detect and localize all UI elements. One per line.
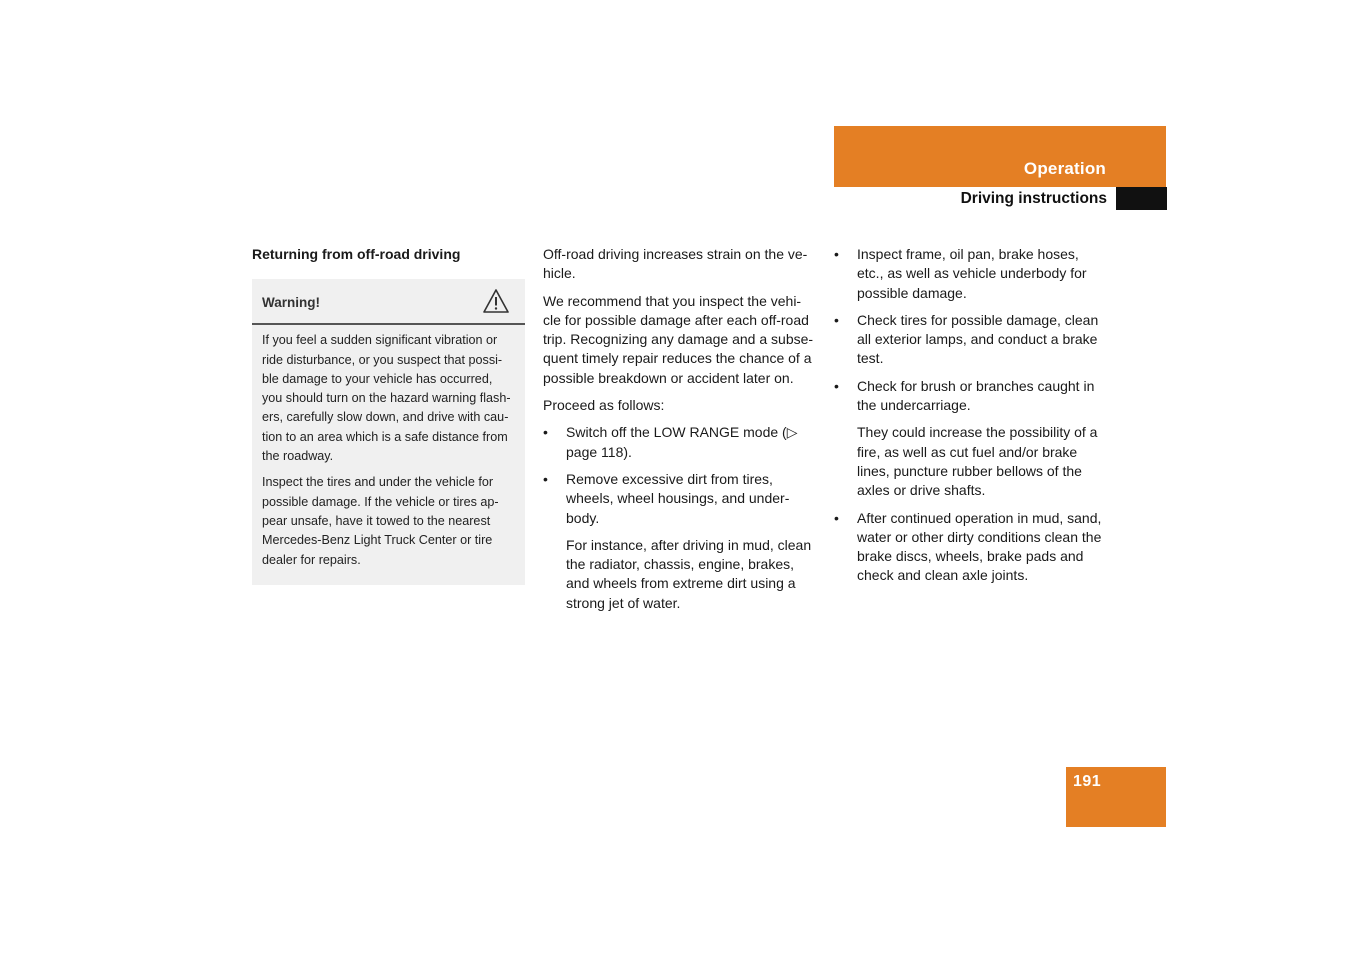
list-item: [543, 470, 819, 613]
warning-box: [252, 279, 525, 585]
list-item-text: Remove excessive dirt from tires, wheels, wheel housings, and under- body.: [566, 470, 790, 526]
bullet: •: [834, 311, 839, 328]
page-number-box: [1066, 767, 1166, 827]
list-item: [834, 245, 1106, 303]
body-paragraph: Off-road driving increases strain on the ve- hicle.: [543, 246, 808, 282]
warning-triangle-icon: [482, 288, 510, 314]
warning-paragraph: Inspect the tires and under the vehicle for possible damage. If the vehicle or tires ap- pear unsafe, have it towed to the nearest Mercedes-Benz Light Truck Center or tire dealer for repairs.: [262, 475, 499, 567]
section-title: Operation: [1023, 159, 1106, 178]
list-item-text: Check tires for possible damage, clean all exterior lamps, and conduct a brake test.: [857, 311, 1099, 367]
bullet: •: [543, 424, 548, 441]
warning-label: Warning!: [262, 295, 320, 311]
column-middle: [543, 245, 819, 621]
column-right: [834, 245, 1106, 594]
list-item-text: Switch off the LOW RANGE mode (▷ page 118).: [566, 424, 798, 460]
page-number: 191: [1073, 773, 1102, 790]
list-item-text: After continued operation in mud, sand, water or other dirty conditions clean the brake discs, wheels, brake pads and check and clean axle joints.: [857, 509, 1102, 584]
body-paragraph: We recommend that you inspect the vehi- cle for possible damage after each off-road trip. Recognizing any damage and a subse- quent timely repair reduces the chance of a possible breakdown or accident later on.: [543, 292, 814, 386]
list-item-note: For instance, after driving in mud, clean the radiator, chassis, engine, brakes, and wheels from extreme dirt using a strong jet of water.: [566, 536, 812, 611]
list-item-note: They could increase the possibility of a fire, as well as cut fuel and/or brake lines, puncture rubber bellows of the axles or drive shafts.: [857, 424, 1098, 499]
warning-paragraph: If you feel a sudden significant vibration or ride disturbance, or you suspect that possi- ble damage to your vehicle has occurred, you should turn on the hazard warning flash- ers, carefully slow down, and drive with cau- tion to an area which is a safe distance from the roadway.: [262, 333, 511, 464]
list-item-text: Check for brush or branches caught in the undercarriage.: [857, 377, 1095, 414]
bullet: •: [834, 509, 839, 526]
bullet: •: [834, 246, 839, 262]
bullet: •: [543, 470, 548, 487]
list-item: [834, 311, 1106, 369]
column-left: [252, 245, 525, 585]
topic-heading: Returning from off-road driving: [252, 246, 461, 262]
instruction-list: [543, 423, 819, 613]
subsection-marker: [1116, 187, 1167, 210]
list-item: [834, 377, 1106, 501]
list-item: [543, 423, 819, 462]
subsection-title: Driving instructions: [960, 190, 1107, 207]
warning-header: [252, 279, 525, 325]
bullet: •: [834, 377, 839, 394]
warning-text: [252, 325, 525, 585]
instruction-list: [834, 245, 1106, 586]
list-item: [834, 509, 1106, 586]
list-item-text: Inspect frame, oil pan, brake hoses, etc., as well as vehicle underbody for possible damage.: [857, 246, 1087, 301]
body-paragraph: Proceed as follows:: [543, 397, 665, 414]
section-header-bar: [834, 126, 1166, 187]
